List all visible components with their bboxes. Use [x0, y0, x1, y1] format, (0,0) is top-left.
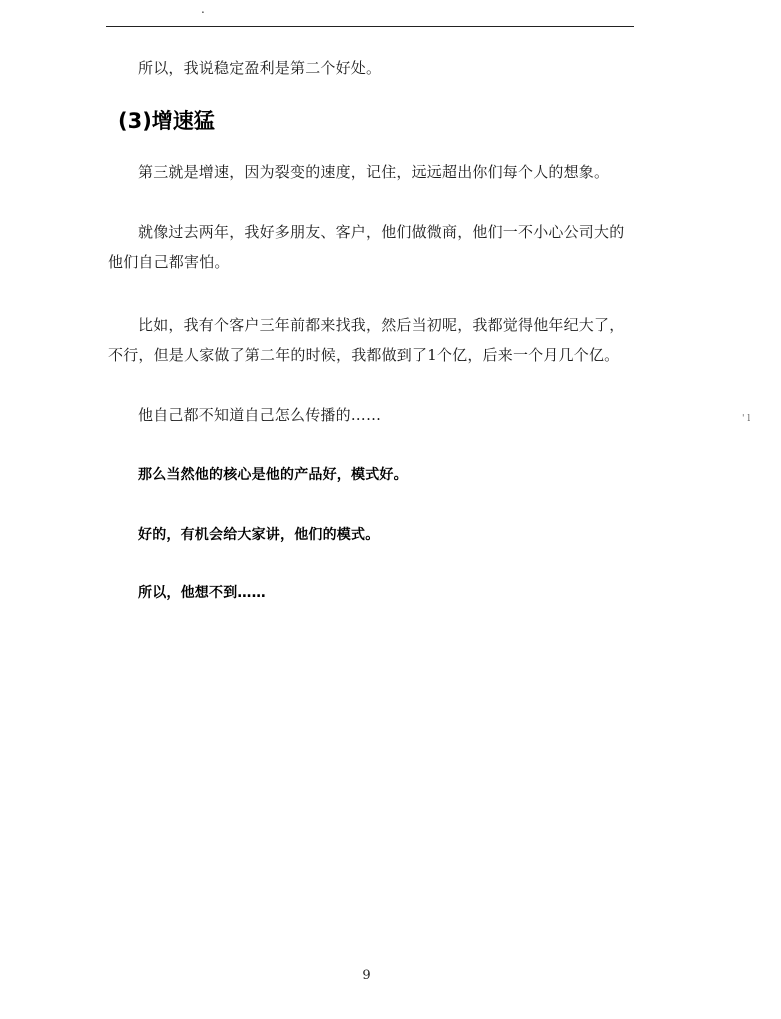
paragraph-stable-profit: 所以，我说稳定盈利是第二个好处。: [138, 59, 382, 77]
paragraph-client-example: 比如，我有个客户三年前都来找我，然后当初呢，我都觉得他年纪大了，不行，但是人家做了第二年的时候，我都做到了1个亿，后来一个月几个亿。: [108, 316, 625, 364]
paragraph-growth-speed: 第三就是增速，因为裂变的速度，记住，远远超出你们每个人的想象。: [138, 163, 610, 181]
margin-mark: ' l: [742, 414, 751, 424]
paragraph-core-bold: 那么当然他的核心是他的产品好，模式好。: [138, 467, 408, 483]
paragraph-cannot-imagine-bold: 所以，他想不到……: [138, 585, 266, 601]
page-number: 9: [362, 968, 371, 983]
paragraph-model-bold: 好的，有机会给大家讲，他们的模式。: [138, 527, 380, 543]
paragraph-friends-example: 就像过去两年，我好多朋友、客户，他们做微商，他们一不小心公司大的他们自己都害怕。: [108, 223, 625, 271]
header-mark: .: [201, 2, 205, 16]
section-heading: (3)增速猛: [118, 109, 215, 133]
paragraph-unknown-spread: 他自己都不知道自己怎么传播的……: [138, 406, 382, 424]
header-rule: [106, 26, 634, 27]
